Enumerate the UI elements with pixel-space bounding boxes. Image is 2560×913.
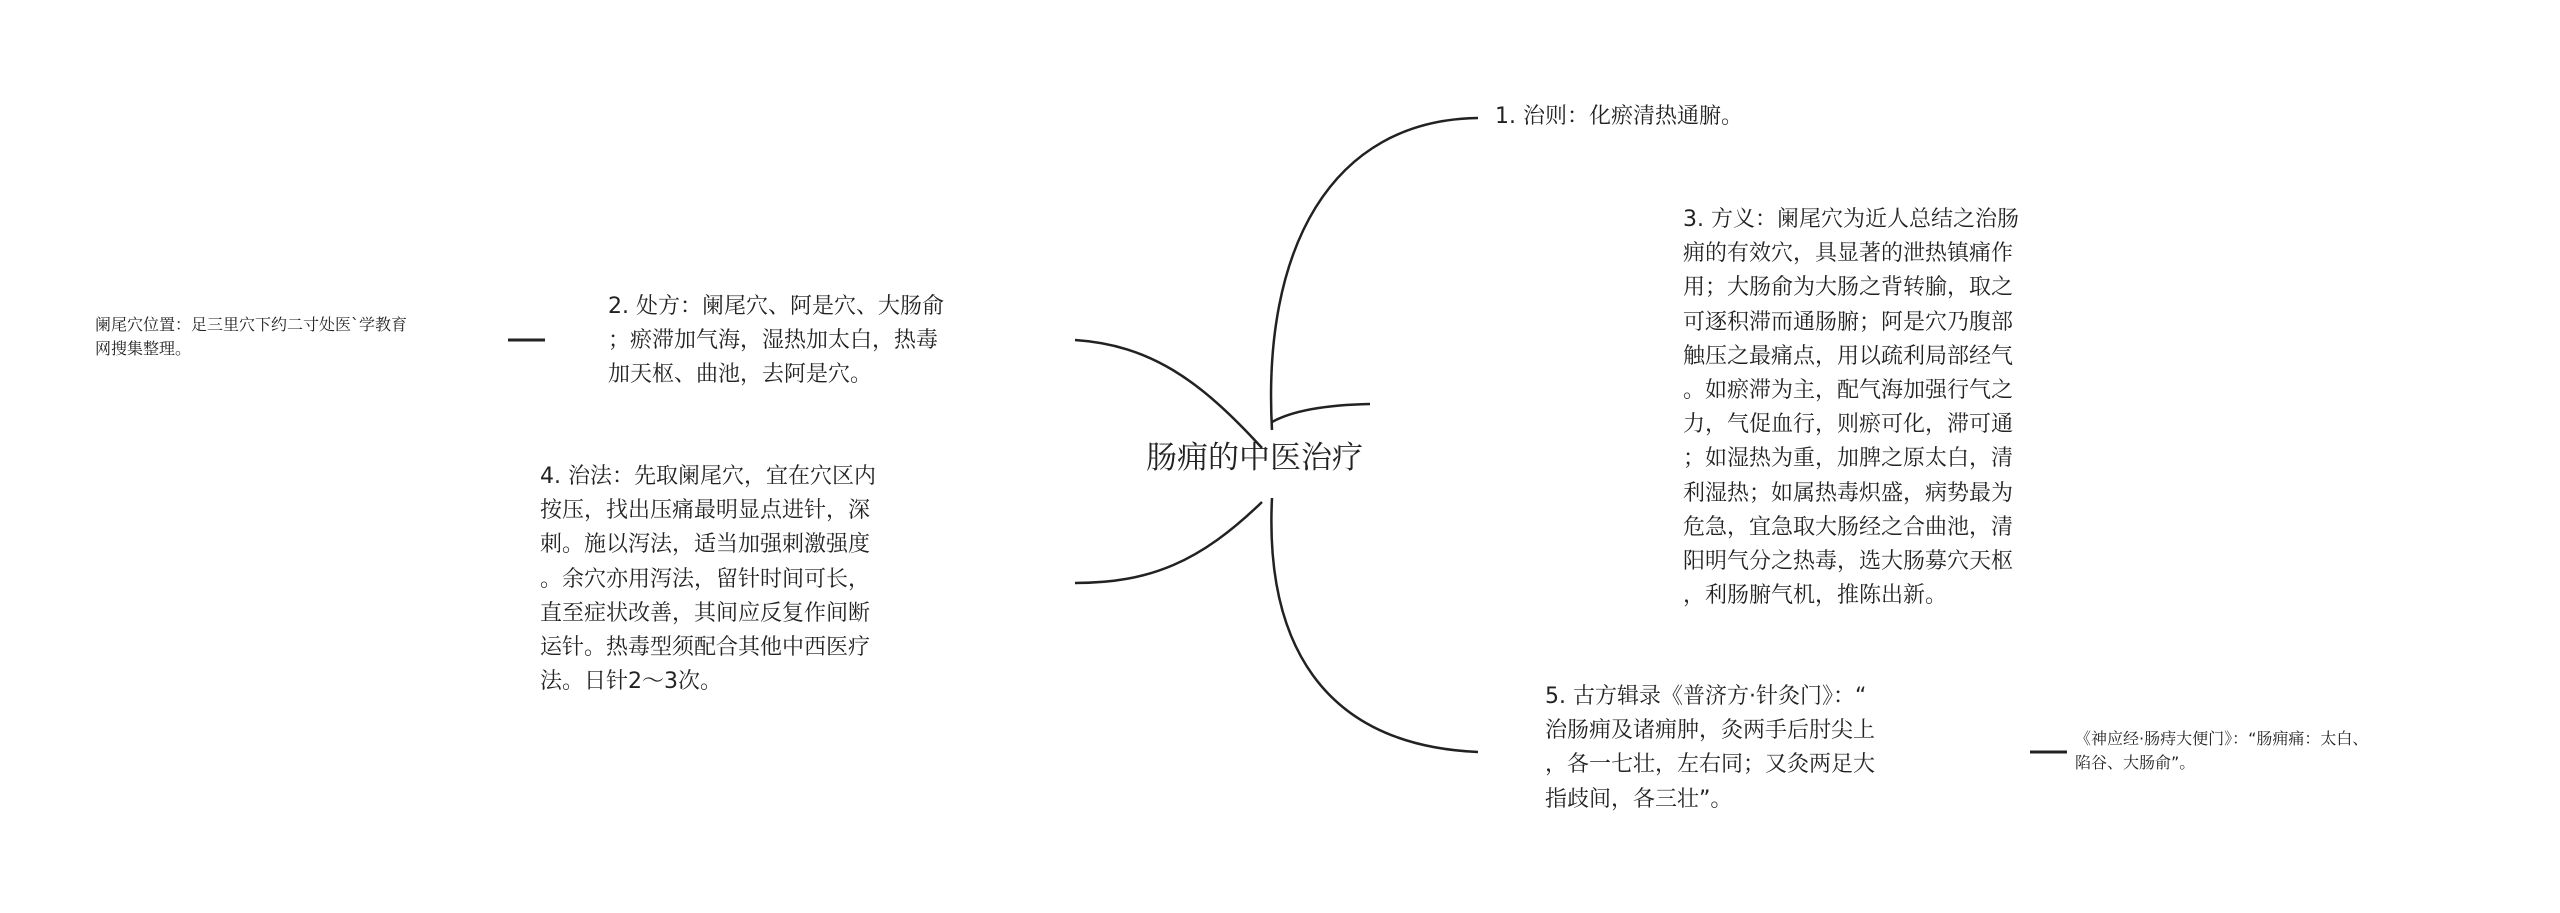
branch-node-2: 2. 处方：阑尾穴、阿是穴、大肠俞 ；瘀滞加气海，湿热加太白，热毒 加天枢、曲池，去阿是穴。 — [608, 294, 944, 388]
branch-node-5: 5. 古方辑录《普济方·针灸门》：“ 治肠痈及诸痈肿，灸两手后肘尖上 ，各一七壮，左右同；又灸两足大 指歧间，各三壮”。 — [1545, 684, 1876, 812]
center-topic: 肠痈的中医治疗 — [1146, 440, 1363, 476]
branch-node-4: 4. 治法：先取阑尾穴，宜在穴区内 按压，找出压痛最明显点进针，深 刺。施以泻法，适当加强刺激强度 。余穴亦用泻法，留针时间可长， 直至症状改善，其间应反复作间断 运针。热毒型须配合其他中西医疗 法。日针2～3次。 — [540, 464, 876, 695]
leaf-node-5: 《神应经·肠痔大便门》：“肠痈痛：太白、 陷谷、大肠俞”。 — [2075, 729, 2369, 772]
branch-node-1: 1. 治则：化瘀清热通腑。 — [1495, 104, 1743, 129]
branch-node-3: 3. 方义：阑尾穴为近人总结之治肠 痈的有效穴，具显著的泄热镇痛作 用；大肠俞为大肠之背转腧，取之 可逐积滞而通肠腑；阿是穴乃腹部 触压之最痛点，用以疏利局部经气 。如瘀滞为主，配气海加强行气之 力，气促血行，则瘀可化，滞可通 ；如湿热为重，加脾之原太白，清 利湿热；如属热毒炽盛，病势最为 危急，宜急取大肠经之合曲池，清 阳明气分之热毒，选大肠募穴天枢 ，利肠腑气机，推陈出新。 — [1683, 207, 2019, 609]
leaf-node-2: 阑尾穴位置：足三里穴下约二寸处医`学教育 网搜集整理。 — [95, 315, 408, 358]
connector-branch-4 — [1075, 502, 1262, 583]
connector-branch-1 — [1271, 118, 1478, 430]
connector-branch-5 — [1271, 498, 1478, 752]
connector-branch-2 — [1075, 340, 1262, 448]
connector-branch-3 — [1272, 404, 1370, 422]
